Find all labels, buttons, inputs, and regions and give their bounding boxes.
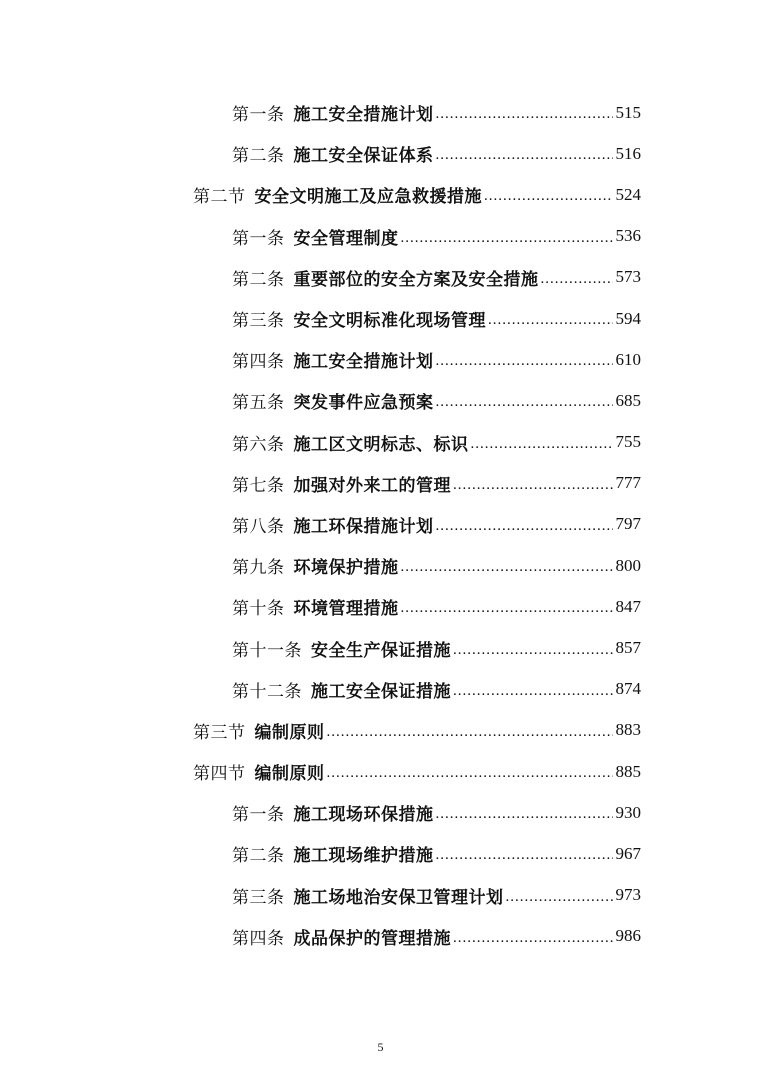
toc-dot-leader	[327, 724, 613, 741]
toc-dot-leader	[453, 930, 613, 947]
toc-entry[interactable]	[0, 586, 761, 627]
toc-entry-number: 第二条	[232, 269, 285, 289]
toc-entry-number: 第一条	[232, 105, 285, 125]
toc-entry-number: 第八条	[232, 516, 285, 536]
toc-entry-page: 986	[615, 926, 641, 946]
toc-entry[interactable]	[0, 669, 761, 710]
toc-entry-title: 编制原则	[254, 764, 325, 784]
toc-entry[interactable]	[0, 92, 761, 133]
table-of-contents	[0, 92, 761, 957]
toc-dot-leader	[436, 147, 613, 164]
toc-entry-title: 环境管理措施	[293, 599, 399, 619]
toc-dot-leader	[484, 188, 613, 205]
toc-entry-number: 第九条	[232, 558, 285, 578]
toc-entry-title: 编制原则	[254, 722, 325, 742]
toc-entry-page: 874	[615, 679, 641, 699]
toc-entry-page: 847	[615, 596, 641, 616]
toc-entry-number: 第七条	[232, 475, 285, 495]
toc-entry-number: 第四条	[232, 352, 285, 372]
toc-entry[interactable]	[0, 916, 761, 957]
toc-dot-leader	[453, 477, 613, 494]
toc-entry-number: 第四节	[193, 764, 246, 784]
toc-entry-page: 967	[615, 843, 641, 863]
toc-entry[interactable]	[0, 133, 761, 174]
toc-dot-leader	[401, 600, 613, 617]
toc-dot-leader	[436, 518, 613, 535]
toc-entry-number: 第三条	[232, 311, 285, 331]
toc-entry[interactable]	[0, 792, 761, 833]
page-number: 5	[377, 1040, 384, 1054]
toc-entry[interactable]	[0, 380, 761, 421]
toc-section-entry[interactable]	[0, 751, 761, 792]
toc-entry-page: 685	[615, 390, 641, 410]
toc-entry-title: 安全文明施工及应急救援措施	[254, 187, 482, 207]
toc-entry-page: 973	[615, 885, 641, 905]
toc-entry-number: 第十条	[232, 599, 285, 619]
toc-entry-title: 环境保护措施	[293, 558, 399, 578]
toc-entry-page: 536	[615, 226, 641, 246]
toc-entry[interactable]	[0, 298, 761, 339]
toc-entry-page: 594	[615, 308, 641, 328]
toc-entry-page: 516	[615, 143, 641, 163]
toc-entry-number: 第三节	[193, 722, 246, 742]
toc-entry-page: 883	[615, 720, 641, 740]
toc-entry-number: 第二条	[232, 146, 285, 166]
toc-entry-title: 施工现场维护措施	[293, 846, 434, 866]
toc-entry-page: 573	[615, 267, 641, 287]
toc-entry[interactable]	[0, 504, 761, 545]
toc-entry-number: 第二节	[193, 187, 246, 207]
toc-dot-leader	[436, 394, 613, 411]
toc-entry-number: 第二条	[232, 846, 285, 866]
toc-dot-leader	[436, 847, 613, 864]
toc-entry-title: 施工现场环保措施	[293, 805, 434, 825]
toc-dot-leader	[541, 271, 613, 288]
toc-entry-title: 安全文明标准化现场管理	[293, 311, 486, 331]
toc-dot-leader	[401, 230, 613, 247]
toc-entry-title: 安全生产保证措施	[311, 640, 451, 660]
toc-entry-title: 成品保护的管理措施	[293, 928, 451, 948]
toc-entry-number: 第一条	[232, 228, 285, 248]
toc-dot-leader	[327, 765, 613, 782]
toc-entry[interactable]	[0, 216, 761, 257]
toc-entry-number: 第六条	[232, 434, 285, 454]
toc-entry-title: 施工安全保证体系	[293, 146, 434, 166]
toc-entry-page: 930	[615, 802, 641, 822]
toc-dot-leader	[453, 642, 613, 659]
toc-entry[interactable]	[0, 875, 761, 916]
toc-dot-leader	[453, 683, 613, 700]
toc-entry-title: 施工环保措施计划	[293, 516, 434, 536]
toc-entry[interactable]	[0, 339, 761, 380]
toc-dot-leader	[471, 436, 613, 453]
toc-entry[interactable]	[0, 257, 761, 298]
toc-section-entry[interactable]	[0, 174, 761, 215]
toc-entry-title: 施工场地治安保卫管理计划	[293, 887, 504, 907]
toc-dot-leader	[436, 106, 613, 123]
toc-entry[interactable]	[0, 463, 761, 504]
toc-entry-page: 797	[615, 514, 641, 534]
toc-entry-title: 重要部位的安全方案及安全措施	[293, 269, 539, 289]
toc-entry-title: 施工安全措施计划	[293, 105, 434, 125]
toc-entry-page: 885	[615, 761, 641, 781]
toc-entry-number: 第一条	[232, 805, 285, 825]
toc-entry[interactable]	[0, 833, 761, 874]
toc-entry-title: 施工区文明标志、标识	[293, 434, 469, 454]
toc-entry-title: 加强对外来工的管理	[293, 475, 451, 495]
toc-dot-leader	[488, 312, 613, 329]
toc-entry-title: 施工安全措施计划	[293, 352, 434, 372]
toc-entry-page: 610	[615, 349, 641, 369]
toc-entry[interactable]	[0, 545, 761, 586]
toc-entry-number: 第五条	[232, 393, 285, 413]
toc-entry-page: 515	[615, 102, 641, 122]
toc-dot-leader	[436, 353, 613, 370]
toc-entry-title: 施工安全保证措施	[311, 681, 451, 701]
toc-entry-number: 第三条	[232, 887, 285, 907]
toc-entry-number: 第十一条	[232, 640, 302, 660]
toc-entry[interactable]	[0, 422, 761, 463]
toc-entry-number: 第十二条	[232, 681, 302, 701]
toc-entry-page: 777	[615, 473, 641, 493]
toc-entry-page: 857	[615, 638, 641, 658]
toc-entry-title: 安全管理制度	[293, 228, 399, 248]
toc-entry-page: 800	[615, 555, 641, 575]
toc-entry-title: 突发事件应急预案	[293, 393, 434, 413]
toc-dot-leader	[436, 806, 613, 823]
toc-section-entry[interactable]	[0, 710, 761, 751]
toc-entry-number: 第四条	[232, 928, 285, 948]
toc-dot-leader	[401, 559, 613, 576]
toc-entry-page: 524	[615, 184, 641, 204]
toc-entry[interactable]	[0, 627, 761, 668]
toc-entry-page: 755	[615, 432, 641, 452]
toc-dot-leader	[506, 889, 613, 906]
